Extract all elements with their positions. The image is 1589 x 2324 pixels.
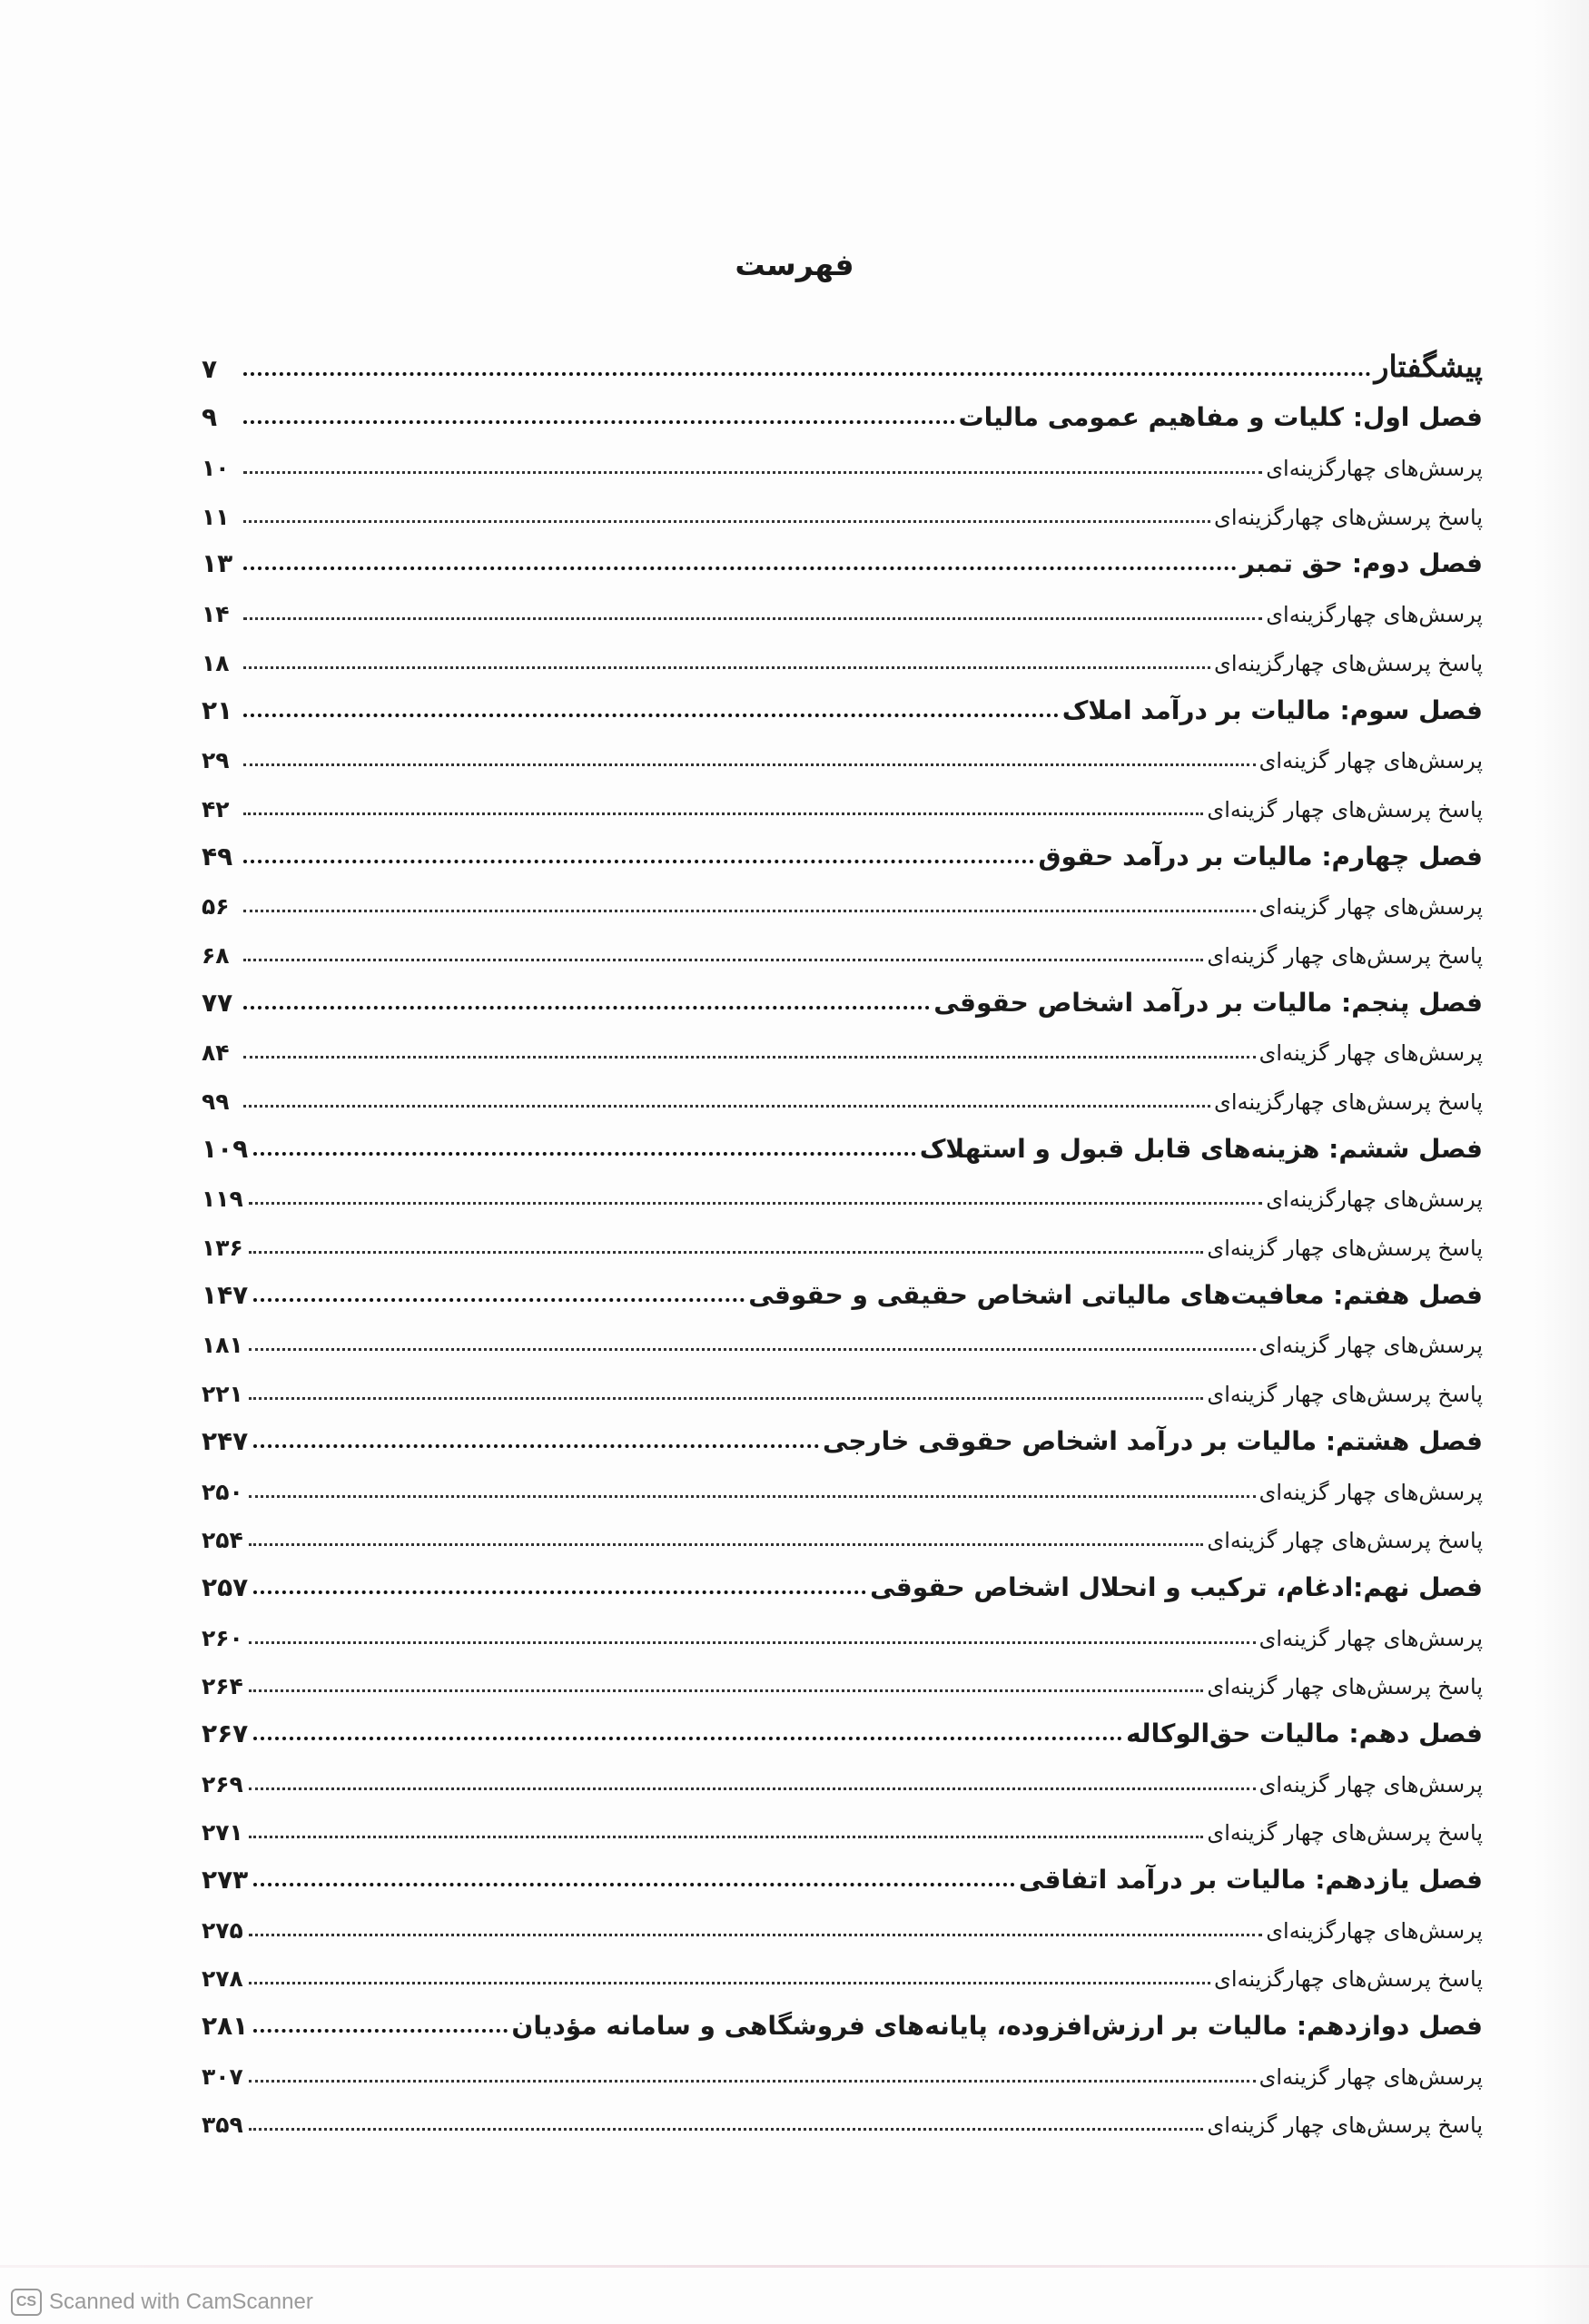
toc-entry-label: فصل هفتم: معافیت‌های مالیاتی اشخاص حقیقی و حقوقی <box>748 1279 1483 1310</box>
toc-entry-label: پیشگفتار <box>1374 348 1483 384</box>
toc-page-number: ۲۷۵ <box>202 1916 243 1944</box>
dot-leader <box>249 1397 1204 1400</box>
page-edge-shadow <box>1535 0 1589 2324</box>
camscanner-logo-icon: CS <box>11 2289 42 2316</box>
toc-subentry <box>202 2095 1483 2144</box>
dot-leader <box>243 714 1059 717</box>
toc-entry-label: پرسش‌های چهار گزینه‌ای <box>1258 2063 1483 2090</box>
dot-leader <box>249 1689 1204 1692</box>
toc-page-number: ۱۳۶ <box>202 1235 243 1262</box>
toc-chapter-entry <box>202 1266 1483 1315</box>
dot-leader <box>243 372 1371 376</box>
dot-leader <box>253 1298 745 1302</box>
toc-subentry <box>202 1169 1483 1218</box>
dot-leader <box>243 959 1203 961</box>
dot-leader <box>249 1348 1256 1351</box>
toc-entry-label: پاسخ پرسش‌های چهار گزینه‌ای <box>1207 796 1483 822</box>
toc-chapter-entry <box>202 536 1483 585</box>
toc-entry-label: فصل دوم: حق تمبر <box>1239 548 1483 579</box>
toc-entry-label: پرسش‌های چهار گزینه‌ای <box>1258 1625 1483 1651</box>
dot-leader <box>253 1737 1122 1740</box>
toc-subentry <box>202 1071 1483 1120</box>
toc-entry-label: فصل ششم: هزینه‌های قابل قبول و استهلاک <box>919 1133 1483 1164</box>
toc-chapter-entry <box>202 682 1483 731</box>
toc-page-number: ۳۰۷ <box>202 2063 243 2090</box>
dot-leader <box>253 2029 508 2033</box>
toc-page-number: ۱۰۹ <box>202 1133 249 1164</box>
toc-entry-label: پرسش‌های چهار گزینه‌ای <box>1258 748 1483 774</box>
toc-subentry <box>202 779 1483 828</box>
dot-leader <box>249 1202 1262 1205</box>
toc-subentry <box>202 1217 1483 1266</box>
toc-entry-label: فصل هشتم: مالیات بر درآمد اشخاص حقوقی خارجی <box>823 1425 1483 1456</box>
toc-entry-label: پرسش‌های چهار گزینه‌ای <box>1258 1040 1483 1067</box>
toc-subentry <box>202 1900 1483 1949</box>
toc-entry-label: پاسخ پرسش‌های چهار گزینه‌ای <box>1207 942 1483 969</box>
toc-entry-label: پاسخ پرسش‌های چهار گزینه‌ای <box>1207 1528 1483 1554</box>
toc-page-number: ۱۱ <box>202 503 230 530</box>
dot-leader <box>243 520 1210 523</box>
toc-subentry <box>202 2046 1483 2095</box>
toc-subentry <box>202 1511 1483 1560</box>
dot-leader <box>243 860 1034 863</box>
toc-page-number: ۱۴۷ <box>202 1279 249 1310</box>
toc-subentry <box>202 1608 1483 1657</box>
dot-leader <box>253 1444 819 1448</box>
toc-subentry <box>202 633 1483 682</box>
toc-chapter-entry <box>202 1559 1483 1608</box>
dot-leader <box>249 1543 1204 1546</box>
dot-leader <box>249 1495 1256 1498</box>
toc-subentry <box>202 731 1483 780</box>
toc-chapter-entry <box>202 1120 1483 1169</box>
toc-chapter-entry <box>202 1997 1483 2046</box>
dot-leader <box>243 666 1210 669</box>
toc-entry-label: پرسش‌های چهار گزینه‌ای <box>1258 1333 1483 1359</box>
dot-leader <box>249 2128 1204 2131</box>
toc-subentry <box>202 925 1483 974</box>
toc-page-number: ۱۰ <box>202 455 230 482</box>
toc-page-number: ۲۱ <box>202 694 233 725</box>
toc-page-number: ۲۶۰ <box>202 1624 243 1651</box>
toc-page-number: ۵۶ <box>202 893 230 921</box>
toc-page-number: ۲۵۴ <box>202 1527 243 1554</box>
dot-leader <box>249 1251 1204 1254</box>
toc-page-number: ۲۷۳ <box>202 1865 249 1895</box>
toc-subentry <box>202 1023 1483 1072</box>
toc-subentry <box>202 438 1483 487</box>
toc-page-number: ۲۲۱ <box>202 1381 243 1408</box>
toc-page-number: ۲۴۷ <box>202 1425 249 1456</box>
toc-page-number: ۲۷۸ <box>202 1965 243 1993</box>
page-title: فهرست <box>735 247 854 282</box>
toc-entry-label: پرسش‌های چهارگزینه‌ای <box>1266 602 1483 628</box>
toc-page-number: ۲۶۴ <box>202 1673 243 1700</box>
dot-leader <box>243 1056 1256 1059</box>
toc-entry-label: پاسخ پرسش‌های چهار گزینه‌ای <box>1207 1382 1483 1408</box>
toc-entry-label: فصل نهم:ادغام، ترکیب و انحلال اشخاص حقوقی <box>870 1571 1483 1602</box>
toc-chapter-entry <box>202 1413 1483 1462</box>
dot-leader <box>243 566 1237 570</box>
toc-subentry <box>202 1657 1483 1706</box>
toc-chapter-entry <box>202 974 1483 1023</box>
dot-leader <box>243 1006 930 1009</box>
toc-chapter-entry <box>202 1851 1483 1900</box>
toc-page-number: ۱۸۱ <box>202 1332 243 1359</box>
toc-subentry <box>202 584 1483 633</box>
dot-leader <box>249 1641 1256 1644</box>
toc-page-number: ۹۹ <box>202 1088 230 1115</box>
dot-leader <box>249 1836 1204 1838</box>
toc-entry-label: پرسش‌های چهار گزینه‌ای <box>1258 1479 1483 1505</box>
dot-leader <box>243 471 1262 474</box>
dot-leader <box>243 420 955 424</box>
toc-page-number: ۴۹ <box>202 841 233 872</box>
toc-page-number: ۶۸ <box>202 941 230 969</box>
toc-entry-label: پاسخ پرسش‌های چهار گزینه‌ای <box>1207 2112 1483 2139</box>
toc-entry-label: فصل یازدهم: مالیات بر درآمد اتفاقی <box>1018 1865 1483 1895</box>
toc-page-number: ۲۵۷ <box>202 1571 249 1602</box>
toc-subentry <box>202 1315 1483 1364</box>
toc-entry-label: پرسش‌های چهار گزینه‌ای <box>1258 1771 1483 1797</box>
dot-leader <box>253 1883 1015 1886</box>
toc-entry-label: پاسخ پرسش‌های چهارگزینه‌ای <box>1214 1966 1483 1993</box>
dot-leader <box>249 2080 1256 2083</box>
toc-entry-label: فصل سوم: مالیات بر درآمد املاک <box>1061 694 1483 725</box>
toc-subentry <box>202 877 1483 926</box>
toc-entry-label: پاسخ پرسش‌های چهار گزینه‌ای <box>1207 1236 1483 1262</box>
dot-leader <box>249 1787 1256 1790</box>
toc-page-number: ۴۲ <box>202 795 230 822</box>
camscanner-watermark <box>11 2286 313 2319</box>
dot-leader <box>249 1934 1262 1936</box>
toc-entry-label: پاسخ پرسش‌های چهارگزینه‌ای <box>1214 1089 1483 1115</box>
toc-subentry <box>202 1754 1483 1803</box>
toc-entry-label: پرسش‌های چهار گزینه‌ای <box>1258 894 1483 921</box>
toc-entry-label: فصل دوازدهم: مالیات بر ارزش‌افزوده، پایانه‌های فروشگاهی و سامانه مؤدیان <box>511 2011 1483 2042</box>
toc-page-number: ۷ <box>202 353 218 384</box>
toc-entry-label: پاسخ پرسش‌های چهارگزینه‌ای <box>1214 504 1483 530</box>
toc-page-number: ۱۴ <box>202 601 230 628</box>
dot-leader <box>243 910 1256 912</box>
toc-entry-label: پرسش‌های چهارگزینه‌ای <box>1266 456 1483 482</box>
toc-page-number: ۹ <box>202 402 218 433</box>
dot-leader <box>249 1982 1210 1984</box>
toc-page-number: ۸۴ <box>202 1039 230 1067</box>
toc-entry-label: فصل پنجم: مالیات بر درآمد اشخاص حقوقی <box>933 987 1483 1018</box>
toc-page-number: ۳۵۹ <box>202 2112 243 2139</box>
dot-leader <box>243 812 1203 815</box>
toc-entry-label: پرسش‌های چهارگزینه‌ای <box>1266 1917 1483 1944</box>
toc-entry-label: فصل اول: کلیات و مفاهیم عمومی مالیات <box>958 402 1483 433</box>
toc-subentry <box>202 1949 1483 1998</box>
toc-page-number: ۲۵۰ <box>202 1478 243 1505</box>
toc-chapter-entry <box>202 1705 1483 1754</box>
toc-page-number: ۲۷۱ <box>202 1819 243 1846</box>
toc-page-number: ۲۹ <box>202 747 230 774</box>
toc-entry-label: پاسخ پرسش‌های چهارگزینه‌ای <box>1214 650 1483 676</box>
toc-chapter-entry <box>202 389 1483 438</box>
toc-entry-label: فصل دهم: مالیات حق‌الوکاله <box>1126 1718 1483 1748</box>
toc-page-number: ۱۳ <box>202 548 233 579</box>
toc-subentry <box>202 1364 1483 1413</box>
dot-leader <box>243 617 1262 620</box>
toc-page-number: ۲۶۹ <box>202 1770 243 1797</box>
bottom-divider <box>0 2265 1589 2268</box>
toc-page-number: ۱۸ <box>202 649 230 676</box>
dot-leader <box>253 1152 915 1156</box>
toc-page-number: ۷۷ <box>202 987 233 1018</box>
toc-entry-label: پرسش‌های چهارگزینه‌ای <box>1266 1187 1483 1213</box>
toc-preface-entry <box>202 340 1483 389</box>
dot-leader <box>243 1105 1210 1108</box>
toc-page-number: ۲۶۷ <box>202 1718 249 1748</box>
watermark-text: Scanned with CamScanner <box>49 2290 313 2314</box>
toc-page-number: ۱۱۹ <box>202 1186 243 1213</box>
toc-entry-label: پاسخ پرسش‌های چهار گزینه‌ای <box>1207 1820 1483 1846</box>
table-of-contents <box>202 340 1483 2143</box>
toc-chapter-entry <box>202 828 1483 877</box>
toc-entry-label: فصل چهارم: مالیات بر درآمد حقوق <box>1038 841 1483 872</box>
toc-subentry <box>202 1803 1483 1852</box>
toc-page-number: ۲۸۱ <box>202 2011 249 2042</box>
toc-subentry <box>202 487 1483 536</box>
dot-leader <box>243 763 1256 766</box>
toc-subentry <box>202 1462 1483 1511</box>
dot-leader <box>253 1590 866 1594</box>
toc-entry-label: پاسخ پرسش‌های چهار گزینه‌ای <box>1207 1674 1483 1700</box>
